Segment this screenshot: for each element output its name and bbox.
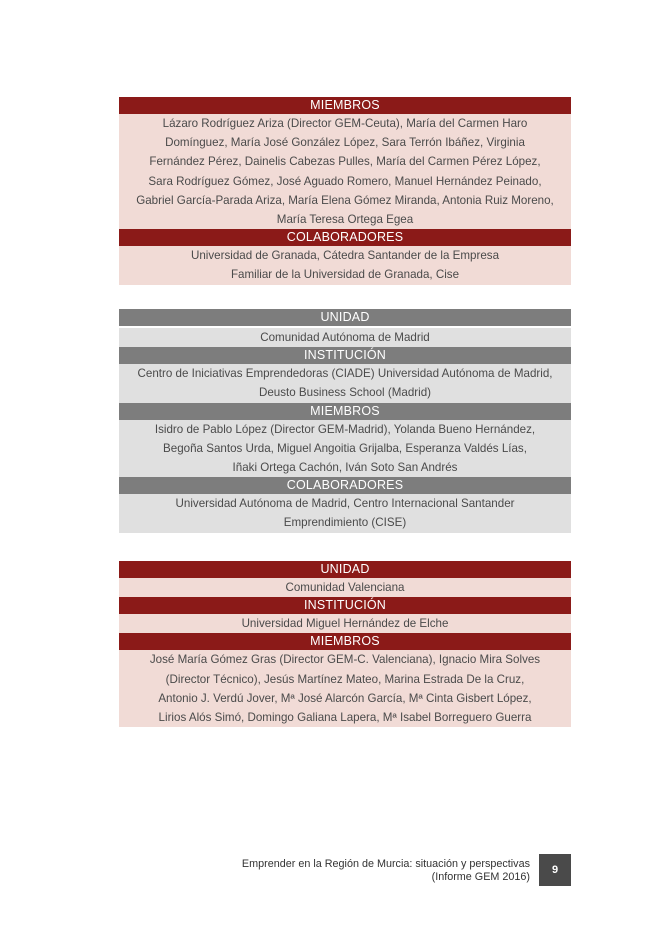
miembros-line: Iñaki Ortega Cachón, Iván Soto San Andrés <box>232 461 458 475</box>
institucion-body <box>119 614 571 633</box>
miembros-line: Antonio J. Verdú Jover, Mª José Alarcón García, Mª Cinta Gisbert López, <box>158 691 532 705</box>
miembros-line: Isidro de Pablo López (Director GEM-Madrid), Yolanda Bueno Hernández, <box>154 422 536 436</box>
miembros-line: Begoña Santos Urda, Miguel Angoitia Grijalba, Esperanza Valdés Lías, <box>163 441 527 455</box>
institucion-value: Universidad Miguel Hernández de Elche <box>241 617 449 631</box>
footer-title <box>242 858 530 883</box>
institucion-line: Centro de Iniciativas Emprendedoras (CIADE) Universidad Autónoma de Madrid, <box>137 367 553 381</box>
institucion-line: Deusto Business School (Madrid) <box>258 386 432 400</box>
miembros-line: José María Gómez Gras (Director GEM-C. Valenciana), Ignacio Mira Solves <box>149 653 541 667</box>
miembros-header: MIEMBROS <box>119 633 571 650</box>
miembros-line: Lirios Alós Simó, Domingo Galiana Lapera, Mª Isabel Borreguero Guerra <box>158 711 532 725</box>
colaboradores-line: Universidad Autónoma de Madrid, Centro Internacional Santander <box>175 497 515 511</box>
unidad-header: UNIDAD <box>119 309 571 326</box>
colaboradores-line: Familiar de la Universidad de Granada, Cise <box>230 268 460 282</box>
institucion-header: INSTITUCIÓN <box>119 597 571 614</box>
miembros-line: Domínguez, María José González López, Sara Terrón Ibáñez, Virginia <box>165 136 525 150</box>
miembros-body <box>119 114 571 229</box>
miembros-body <box>119 420 571 478</box>
miembros-header: MIEMBROS <box>119 97 571 114</box>
institucion-body <box>119 364 571 402</box>
unidad-body <box>119 328 571 347</box>
footer-title-line: Emprender en la Región de Murcia: situación y perspectivas <box>241 858 530 870</box>
miembros-line: Fernández Pérez, Dainelis Cabezas Pulles, María del Carmen Pérez López, <box>149 155 541 169</box>
miembros-line: Gabriel García-Parada Ariza, María Elena Gómez Miranda, Antonia Ruiz Moreno, <box>136 193 554 207</box>
miembros-header: MIEMBROS <box>119 403 571 420</box>
unidad-value: Comunidad Valenciana <box>285 581 405 594</box>
miembros-line: Sara Rodríguez Gómez, José Aguado Romero, Manuel Hernández Peinado, <box>148 174 542 188</box>
miembros-line: Lázaro Rodríguez Ariza (Director GEM-Ceuta), María del Carmen Haro <box>162 117 528 130</box>
miembros-line: María Teresa Ortega Egea <box>276 213 414 227</box>
unidad-header: UNIDAD <box>119 561 571 578</box>
colaboradores-body <box>119 494 571 532</box>
colaboradores-body <box>119 246 571 284</box>
section-valencia <box>119 561 571 727</box>
miembros-line: (Director Técnico), Jesús Martínez Mateo, Marina Estrada De la Cruz, <box>165 672 525 686</box>
unidad-body <box>119 578 571 597</box>
colaboradores-header: COLABORADORES <box>119 229 571 246</box>
footer-title-line: (Informe GEM 2016) <box>431 870 530 883</box>
colaboradores-line: Universidad de Granada, Cátedra Santander de la Empresa <box>190 249 500 263</box>
section-madrid <box>119 309 571 533</box>
colaboradores-line: Emprendimiento (CISE) <box>283 516 407 530</box>
unidad-value: Comunidad Autónoma de Madrid <box>260 331 430 344</box>
institucion-header: INSTITUCIÓN <box>119 347 571 364</box>
section-murcia <box>119 97 571 285</box>
miembros-body <box>119 650 571 727</box>
page-number: 9 <box>539 854 571 886</box>
colaboradores-header: COLABORADORES <box>119 477 571 494</box>
